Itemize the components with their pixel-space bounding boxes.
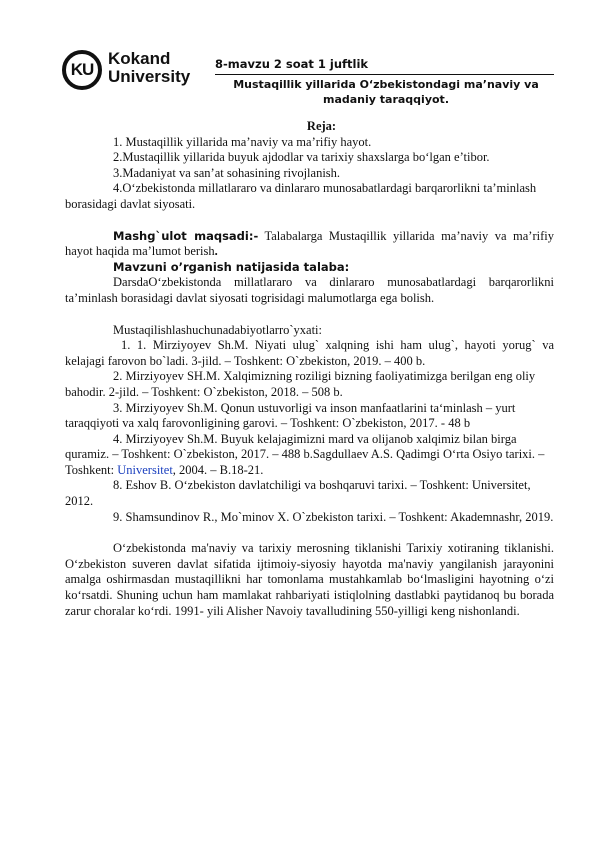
header-divider <box>215 74 554 75</box>
page-title: Mustaqillik yillarida O‘zbekistondagi ma’naviy va madaniy taraqqiyot. <box>233 78 539 106</box>
goal-end: . <box>214 244 218 259</box>
literature-item-text: , 2004. – B.18-21. <box>172 462 264 477</box>
spacer <box>89 213 554 229</box>
outcome-text: DarsdaO‘zbekistonda millatlararo va dinlararo munosabatlardagi barqarorlikni ta’minlash borasidagi davlat siyosati togrisidagi malumotlarga ega bolish. <box>65 275 554 305</box>
goal-text: Talabalarga Mustaqillik yillarida ma’naviy va ma’rifiy hayot haqida ma’lumot berish <box>65 228 554 259</box>
literature-item: 3. Mirziyoyev Sh.M. Qonun ustuvorligi va inson manfaatlarini ta‘minlash – yurt taraqqiyoti va xalq farovonligining garovi. – Toshkent: O`zbekiston, 2017. - 48 b <box>65 400 516 431</box>
spacer <box>89 307 554 323</box>
literature-item: 1. 1. Mirziyoyev Sh.M. Niyati ulug` xalqning ishi ham ulug`, hayoti yorug` va kelajagi farovon bo`ladi. 3-jild. – Toshkent: O`zbekiston, 2019. – 400 b. <box>65 338 554 368</box>
plan-item: 1. Mustaqillik yillarida ma’naviy va ma’rifiy hayot. <box>113 134 372 149</box>
goal-separator: :- <box>248 228 259 243</box>
spacer <box>89 525 554 541</box>
university-logo <box>62 50 212 94</box>
logo-mark: KU <box>62 50 102 90</box>
body-paragraph: O‘zbekistonda ma'naviy va tarixiy merosning tiklanishi Tarixiy xotiraning tiklanishi. O‘zbekiston suveren davlat sifatida ijtimoiy-siyosiy hayotda ma'naviy yangilanish jarayonini amalga oshirmasdan mustaqillikni har tomonlama mustahkamlab bo‘lmasligini hayotning o‘zi ko‘rsatdi. Shuning uchun ham mamlakat rahbariyati istiqlolning dastlabki paytidanoq bu borada zarur choralar ko‘rdi. 1991- yili Alisher Navoiy tavalludining 550-yilligi keng nishonlandi. <box>65 541 554 618</box>
outcome-heading: Mavzuni o’rganish natijasida talaba: <box>113 259 350 274</box>
university-link[interactable]: Universitet <box>117 462 173 477</box>
plan-item: 2.Mustaqillik yillarida buyuk ajdodlar va tarixiy shaxslarga bo‘lgan e’tibor. <box>113 150 490 165</box>
plan-heading: Reja: <box>306 119 337 133</box>
literature-item-text: 4. Mirziyoyev Sh.M. Buyuk kelajagimizni mard va olijanob xalqimiz bilan birga quramiz. – Toshkent: O`zbekiston, 2017. – 488 b.Sagdullaev A.S. Qadimgi O‘rta Osiyo tarixi. – Toshkent: <box>65 431 545 477</box>
literature-item <box>65 432 554 479</box>
plan-item: 4.O‘zbekistonda millatlararo va dinlararo munosabatlardagi barqarorlikni ta’minlash borasidagi davlat siyosati. <box>65 181 537 211</box>
logo-line-1: Kokand <box>108 49 171 68</box>
plan-item: 3.Madaniyat va san’at sohasining rivojlanish. <box>113 165 341 180</box>
literature-heading: Mustaqilishlashuchunadabiyotlarro`yxati: <box>113 322 322 337</box>
goal-paragraph <box>65 229 554 260</box>
lesson-topic: 8-mavzu 2 soat 1 juftlik <box>215 57 369 71</box>
document-body <box>65 119 554 619</box>
goal-label: Mashg`ulot maqsadi <box>113 228 249 243</box>
literature-item: 9. Shamsundinov R., Mo`minov X. O`zbekiston tarixi. – Toshkent: Akademnashr, 2019. <box>113 509 554 524</box>
literature-item: 8. Eshov B. O‘zbekiston davlatchiligi va boshqaruvi tarixi. – Toshkent: Universitet, 2012. <box>65 478 531 509</box>
logo-line-2: University <box>108 67 191 86</box>
logo-wordmark <box>108 50 190 86</box>
literature-item: 2. Mirziyoyev SH.M. Xalqimizning roziligi bizning faoliyatimizga berilgan eng oliy bahodir. 2-jild. – Toshkent: O`zbekiston, 2018. – 508 b. <box>65 369 536 399</box>
